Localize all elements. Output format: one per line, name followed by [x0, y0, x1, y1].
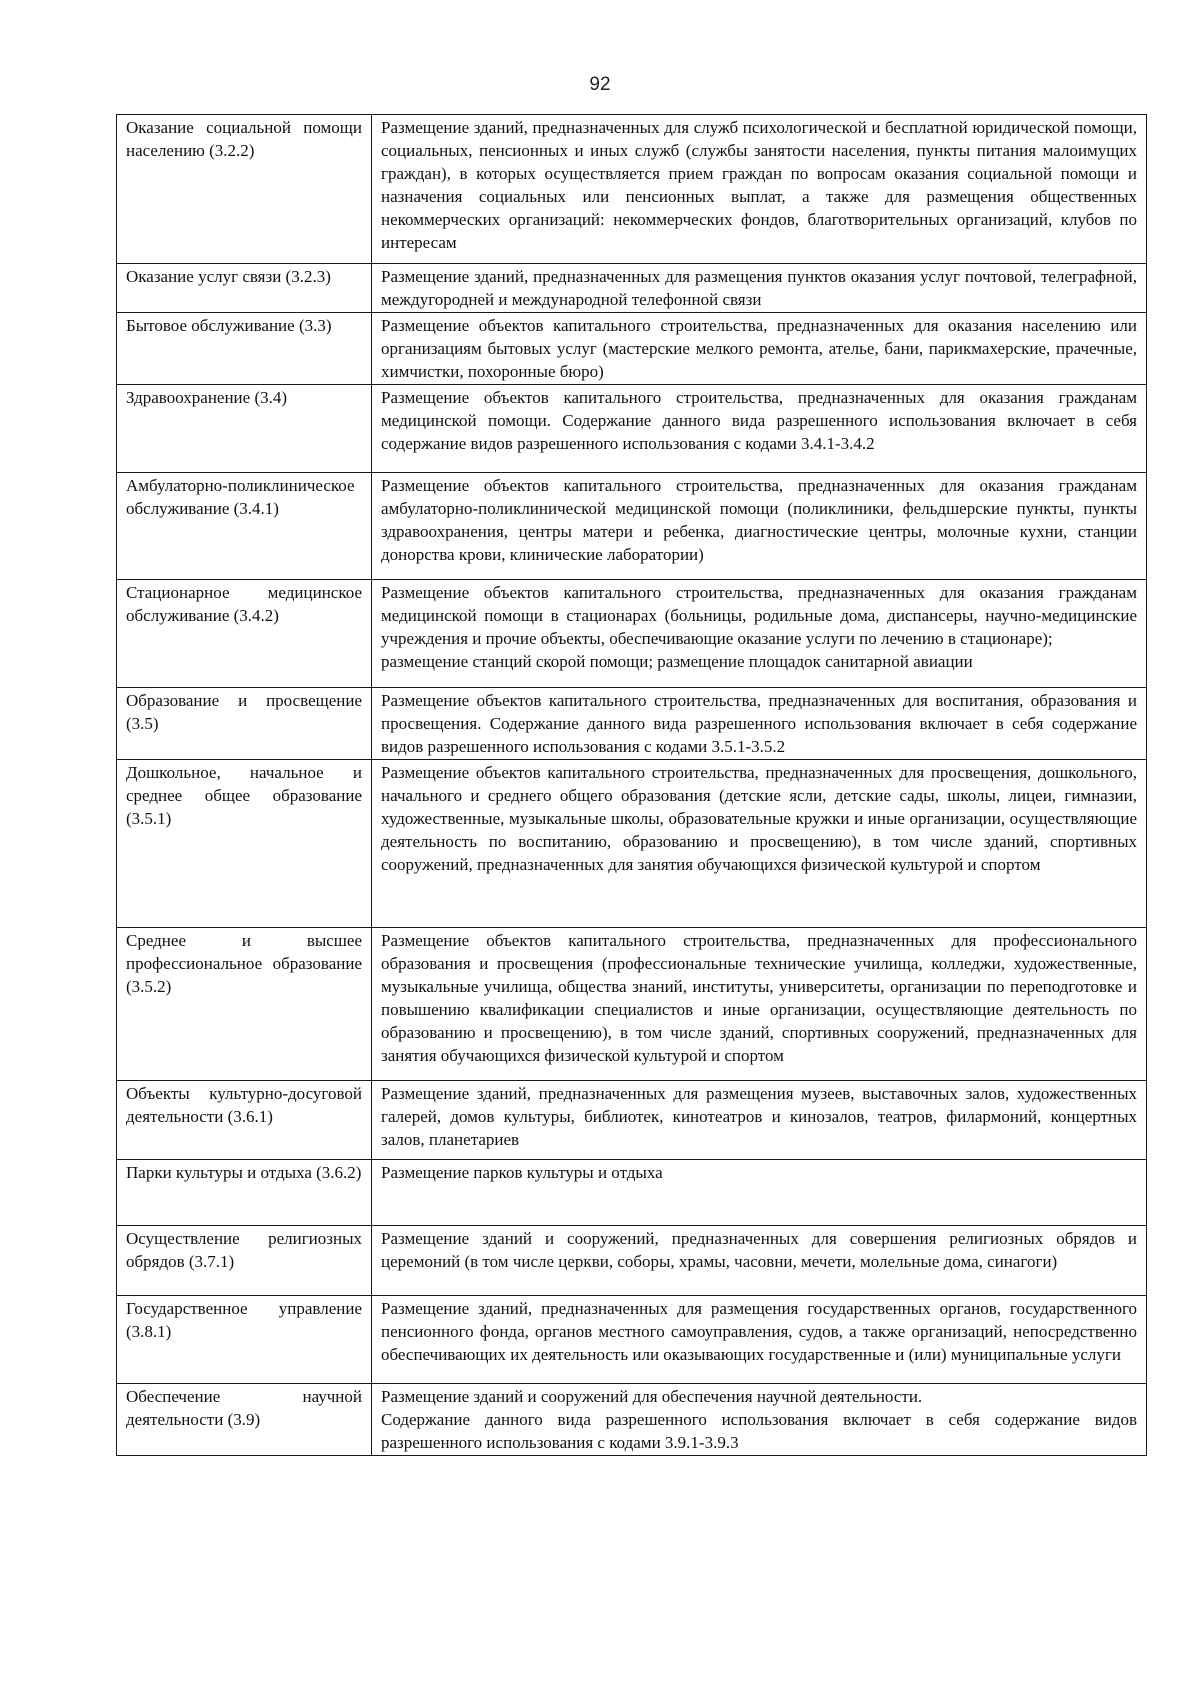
table-row: [117, 264, 1147, 313]
use-type-description: [372, 313, 1147, 385]
table-row: [117, 473, 1147, 580]
table-row: [117, 115, 1147, 264]
use-type-description: [372, 928, 1147, 1081]
description-paragraph: Размещение объектов капитального строительства, предназначенных для оказания гражданам медицинской помощи в стационарах (больницы, родильные дома, диспансеры, научно-медицинские учреждения и прочие объекты, обеспечивающие оказание услуги по лечению в стационаре);: [381, 583, 1137, 648]
description-paragraph: Размещение парков культуры и отдыха: [381, 1163, 663, 1182]
table-row: [117, 1296, 1147, 1384]
use-type-description: [372, 760, 1147, 928]
table-row: [117, 928, 1147, 1081]
description-paragraph: Размещение зданий и сооружений для обеспечения научной деятельности.: [381, 1387, 923, 1406]
use-type-description: [372, 1296, 1147, 1384]
description-paragraph: Размещение объектов капитального строительства, предназначенных для оказания населению или организациям бытовых услуг (мастерские мелкого ремонта, ателье, бани, парикмахерские, прачечные, химчистки, похоронные бюро): [381, 316, 1137, 381]
table-row: [117, 313, 1147, 385]
land-use-table: [116, 114, 1147, 1456]
use-type-name: Стационарное медицинское обслуживание (3.4.2): [117, 580, 372, 688]
page-number: 92: [589, 74, 611, 95]
description-paragraph: Содержание данного вида разрешенного использования включает в себя содержание видов разрешенного использования с кодами 3.9.1-3.9.3: [381, 1410, 1137, 1452]
use-type-name: Оказание социальной помощи населению (3.2.2): [117, 115, 372, 264]
use-type-description: [372, 115, 1147, 264]
use-type-name: Здравоохранение (3.4): [117, 385, 372, 473]
use-type-description: [372, 473, 1147, 580]
table-row: [117, 1384, 1147, 1456]
description-paragraph: Размещение объектов капитального строительства, предназначенных для оказания гражданам амбулаторно-поликлинической медицинской помощи (поликлиники, фельдшерские пункты, пункты здравоохранения, центры матери и ребенка, диагностические центры, молочные кухни, станции донорства крови, клинические лаборатории): [381, 476, 1137, 564]
table-row: [117, 760, 1147, 928]
description-paragraph: Размещение зданий, предназначенных для служб психологической и бесплатной юридической помощи, социальных, пенсионных и иных служб (службы занятости населения, пункты питания малоимущих граждан), в которых осуществляется прием граждан по вопросам оказания социальной помощи и назначения социальных или пенсионных выплат, а также для размещения общественных некоммерческих организаций: некоммерческих фондов, благотворительных организаций, клубов по интересам: [381, 118, 1137, 252]
description-paragraph: Размещение зданий, предназначенных для размещения государственных органов, государственного пенсионного фонда, органов местного самоуправления, судов, а также организаций, непосредственно обеспечивающих их деятельность или оказывающих государственные и (или) муниципальные услуги: [381, 1299, 1137, 1364]
description-paragraph: Размещение объектов капитального строительства, предназначенных для просвещения, дошкольного, начального и среднего общего образования (детские ясли, детские сады, школы, лицеи, гимназии, художественные, музыкальные школы, образовательные кружки и иные организации, осуществляющие деятельность по воспитанию, образованию и просвещению), в том числе зданий, спортивных сооружений, предназначенных для занятия обучающихся физической культурой и спортом: [381, 763, 1137, 874]
table-row: [117, 1160, 1147, 1226]
use-type-description: [372, 1081, 1147, 1160]
use-type-name: Парки культуры и отдыха (3.6.2): [117, 1160, 372, 1226]
use-type-name: Амбулаторно-поликлиническое обслуживание (3.4.1): [117, 473, 372, 580]
use-type-name: Бытовое обслуживание (3.3): [117, 313, 372, 385]
description-paragraph: Размещение объектов капитального строительства, предназначенных для оказания гражданам медицинской помощи. Содержание данного вида разрешенного использования включает в себя содержание видов разрешенного использования с кодами 3.4.1-3.4.2: [381, 388, 1137, 453]
table-row: [117, 580, 1147, 688]
use-type-name: Государственное управление (3.8.1): [117, 1296, 372, 1384]
description-paragraph: Размещение зданий и сооружений, предназначенных для совершения религиозных обрядов и церемоний (в том числе церкви, соборы, храмы, часовни, мечети, молельные дома, синагоги): [381, 1229, 1137, 1271]
use-type-name: Обеспечение научной деятельности (3.9): [117, 1384, 372, 1456]
description-paragraph: Размещение объектов капитального строительства, предназначенных для воспитания, образования и просвещения. Содержание данного вида разрешенного использования включает в себя содержание видов разрешенного использования с кодами 3.5.1-3.5.2: [381, 691, 1137, 756]
use-type-name: Образование и просвещение (3.5): [117, 688, 372, 760]
use-type-name: Осуществление религиозных обрядов (3.7.1): [117, 1226, 372, 1296]
use-type-description: [372, 1226, 1147, 1296]
use-type-description: [372, 264, 1147, 313]
use-type-description: [372, 1160, 1147, 1226]
use-type-description: [372, 1384, 1147, 1456]
use-type-description: [372, 580, 1147, 688]
table-row: [117, 1081, 1147, 1160]
description-paragraph: размещение станций скорой помощи; размещение площадок санитарной авиации: [381, 652, 973, 671]
table-row: [117, 385, 1147, 473]
table-row: [117, 688, 1147, 760]
use-type-description: [372, 688, 1147, 760]
table-body: [117, 115, 1147, 1456]
description-paragraph: Размещение зданий, предназначенных для размещения музеев, выставочных залов, художественных галерей, домов культуры, библиотек, кинотеатров и кинозалов, театров, филармоний, концертных залов, планетариев: [381, 1084, 1137, 1149]
use-type-description: [372, 385, 1147, 473]
description-paragraph: Размещение объектов капитального строительства, предназначенных для профессионального образования и просвещения (профессиональные технические училища, колледжи, художественные, музыкальные училища, общества знаний, институты, университеты, организации по переподготовке и повышению квалификации специалистов и иные организации, осуществляющие деятельность по образованию и просвещению), в том числе зданий, спортивных сооружений, предназначенных для занятия обучающихся физической культурой и спортом: [381, 931, 1137, 1065]
use-type-name: Объекты культурно-досуговой деятельности (3.6.1): [117, 1081, 372, 1160]
use-type-name: Дошкольное, начальное и среднее общее образование (3.5.1): [117, 760, 372, 928]
use-type-name: Среднее и высшее профессиональное образование (3.5.2): [117, 928, 372, 1081]
table-row: [117, 1226, 1147, 1296]
description-paragraph: Размещение зданий, предназначенных для размещения пунктов оказания услуг почтовой, телеграфной, междугородней и международной телефонной связи: [381, 267, 1137, 309]
use-type-name: Оказание услуг связи (3.2.3): [117, 264, 372, 313]
